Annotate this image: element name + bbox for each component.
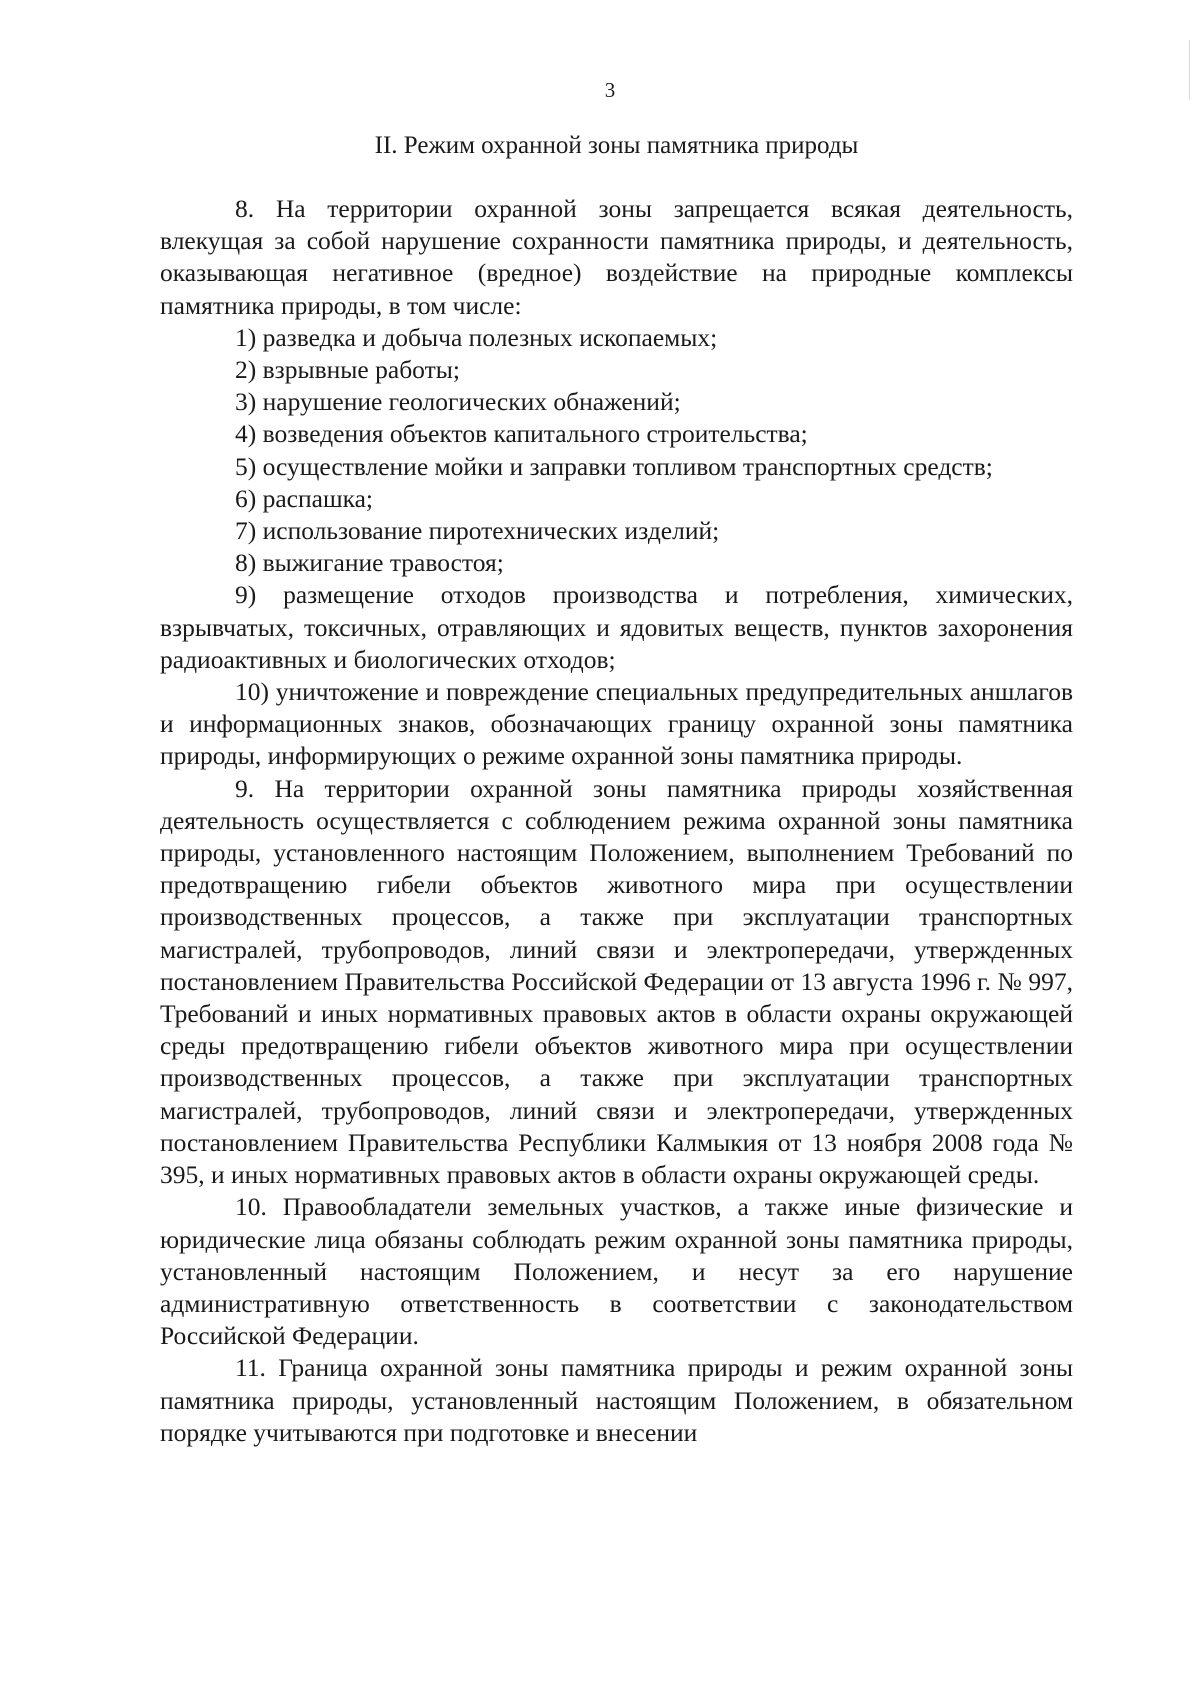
list-item-3: 3) нарушение геологических обнажений; bbox=[235, 387, 681, 417]
list-item-10: 10) уничтожение и повреждение специальных предупредительных аншлагов и информационных знаков, обозначающих границу охранной зоны памятника природы, информирующих о режиме охранной зоны памятника природы. bbox=[160, 677, 1073, 771]
list-item-5: 5) осуществление мойки и заправки топливом транспортных средств; bbox=[235, 451, 993, 481]
paragraph-9: 9. На территории охранной зоны памятника природы хозяйственная деятельность осуществляется с соблюдением режима охранной зоны памятника природы, установленного настоящим Положением, выполнением Требований по предотвращению гибели объектов животного мира при осуществлении производственных процессов, а также при эксплуатации транспортных магистралей, трубопроводов, линий связи и электропередачи, утвержденных постановлением Правительства Российской Федерации от 13 августа 1996 г. № 997, Требований и иных нормативных правовых актов в области охраны окружающей среды предотвращению гибели объектов животного мира при осуществлении производственных процессов, а также при эксплуатации транспортных магистралей, трубопроводов, линий связи и электропередачи, утвержденных постановлением Правительства Республики Калмыкия от 13 ноября 2008 года № 395, и иных нормативных правовых актов в области охраны окружающей среды. bbox=[160, 773, 1073, 1190]
scan-edge-mark bbox=[1189, 40, 1190, 100]
paragraph-11: 11. Граница охранной зоны памятника природы и режим охранной зоны памятника природы, установленный настоящим Положением, в обязательном порядке учитываются при подготовке и внесении bbox=[160, 1353, 1073, 1447]
document-body bbox=[160, 193, 1073, 1449]
list-item-8: 8) выжигание травостоя; bbox=[235, 548, 504, 578]
paragraph-10: 10. Правообладатели земельных участков, а также иные физические и юридические лица обязаны соблюдать режим охранной зоны памятника природы, установленный настоящим Положением, и несут за его нарушение административную ответственность в соответствии с законодательством Российской Федерации. bbox=[160, 1192, 1073, 1351]
page-number: 3 bbox=[604, 78, 616, 102]
list-item-1: 1) разведка и добыча полезных ископаемых; bbox=[235, 322, 718, 352]
list-item-9: 9) размещение отходов производства и потребления, химических, взрывчатых, токсичных, отравляющих и ядовитых веществ, пунктов захоронения радиоактивных и биологических отходов; bbox=[160, 580, 1073, 674]
list-item-6: 6) распашка; bbox=[235, 483, 374, 513]
paragraph-8: 8. На территории охранной зоны запрещается всякая деятельность, влекущая за собой нарушение сохранности памятника природы, и деятельность, оказывающая негативное (вредное) воздействие на природные комплексы памятника природы, в том числе: bbox=[160, 194, 1073, 320]
section-heading: II. Режим охранной зоны памятника природы bbox=[374, 132, 859, 159]
list-item-7: 7) использование пиротехнических изделий; bbox=[235, 516, 720, 546]
list-item-4: 4) возведения объектов капитального строительства; bbox=[235, 419, 808, 449]
list-item-2: 2) взрывные работы; bbox=[235, 355, 460, 385]
